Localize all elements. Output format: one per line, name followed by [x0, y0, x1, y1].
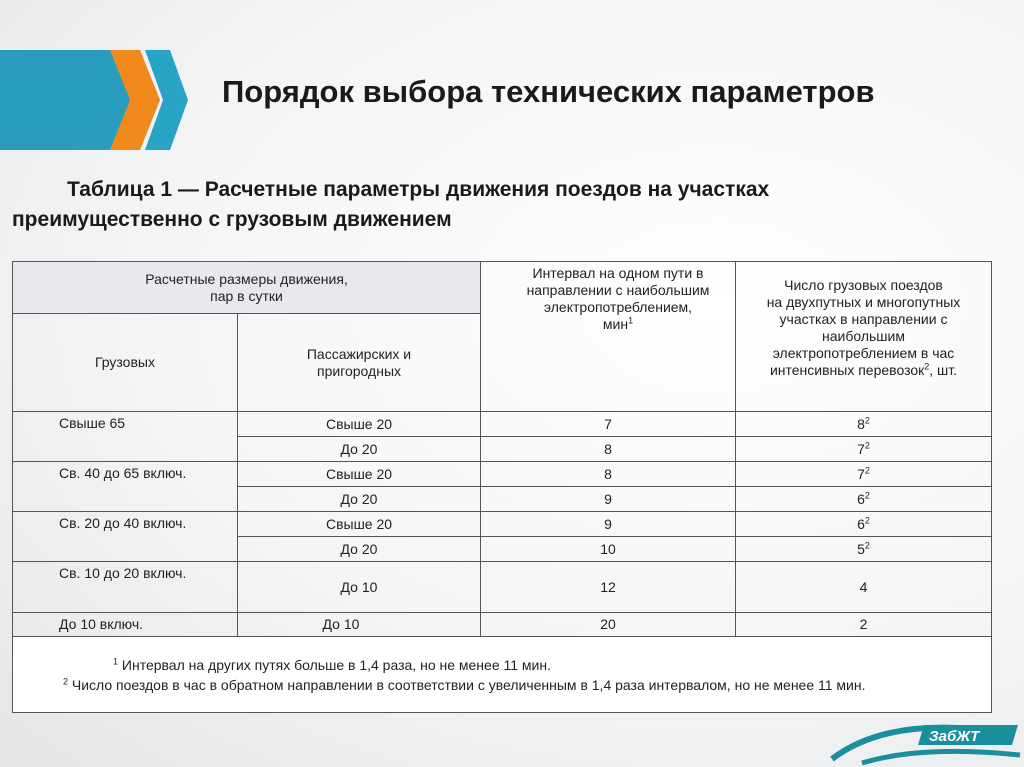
interval-cell: 7 — [481, 412, 736, 437]
header-traffic-sizes-line2: пар в сутки — [210, 287, 283, 304]
table-caption — [12, 175, 1002, 235]
count-cell: $7^2$ — [736, 437, 992, 462]
header-interval: Интервал на одном пути в направлении с наибольшим электропотреблением, мин$^1$ — [481, 262, 736, 412]
header-traffic-sizes-line1: Расчетные размеры движения, — [145, 270, 348, 287]
table-row — [13, 613, 992, 637]
freight-cell: Св. 20 до 40 включ. — [13, 512, 238, 562]
freight-cell: Св. 40 до 65 включ. — [13, 462, 238, 512]
table-caption-line1: Таблица 1 — Расчетные параметры движения поездов на участках — [67, 178, 770, 201]
passenger-cell: Свыше 20 — [238, 412, 481, 437]
table-row — [13, 462, 992, 487]
interval-cell: 12 — [481, 562, 736, 613]
logo-text: ЗабЖТ — [929, 728, 980, 745]
header-traffic-sizes — [13, 262, 481, 314]
passenger-cell: До 20 — [238, 487, 481, 512]
passenger-cell: До 20 — [238, 437, 481, 462]
passenger-cell: Свыше 20 — [238, 512, 481, 537]
count-cell: $6^2$ — [736, 487, 992, 512]
freight-cell: Св. 10 до 20 включ. — [13, 562, 238, 613]
count-cell: 2 — [736, 613, 992, 637]
company-logo — [822, 715, 1022, 767]
header-freight: Грузовых — [13, 314, 238, 412]
table-footnotes — [13, 637, 992, 713]
passenger-cell: До 10 — [238, 613, 481, 637]
interval-cell: 20 — [481, 613, 736, 637]
freight-cell: Свыше 65 — [13, 412, 238, 462]
footnote-1: $^1$ Интервал на других путях больше в 1,4 раза, но не менее 11 мин. — [113, 655, 551, 673]
table-row — [13, 562, 992, 613]
footnote-2: $^2$ Число поездов в час в обратном направлении в соответствии с увеличенным в 1,4 раза интервалом, но не менее 11 мин. — [63, 675, 866, 693]
count-cell: $7^2$ — [736, 462, 992, 487]
count-cell: $5^2$ — [736, 537, 992, 562]
table-row — [13, 512, 992, 537]
parameters-table — [12, 261, 992, 713]
interval-cell: 9 — [481, 487, 736, 512]
count-cell: $8^2$ — [736, 412, 992, 437]
table-caption-line2: преимущественно с грузовым движением — [12, 208, 452, 231]
count-cell: 4 — [736, 562, 992, 613]
interval-cell: 8 — [481, 437, 736, 462]
chevron-arrows-decoration — [0, 45, 190, 155]
interval-cell: 10 — [481, 537, 736, 562]
passenger-cell: До 10 — [238, 562, 481, 613]
passenger-cell: Свыше 20 — [238, 462, 481, 487]
interval-cell: 8 — [481, 462, 736, 487]
header-passenger: Пассажирских и пригородных — [238, 314, 481, 412]
freight-cell: До 10 включ. — [13, 613, 238, 637]
table-row — [13, 412, 992, 437]
interval-cell: 9 — [481, 512, 736, 537]
header-freight-count: Число грузовых поездов на двухпутных и многопутных участках в направлении с наибольшим электропотреблением в час интенсивных перевозок$^2$, шт. — [736, 262, 992, 412]
slide-title: Порядок выбора технических параметров — [222, 74, 875, 109]
passenger-cell: До 20 — [238, 537, 481, 562]
count-cell: $6^2$ — [736, 512, 992, 537]
